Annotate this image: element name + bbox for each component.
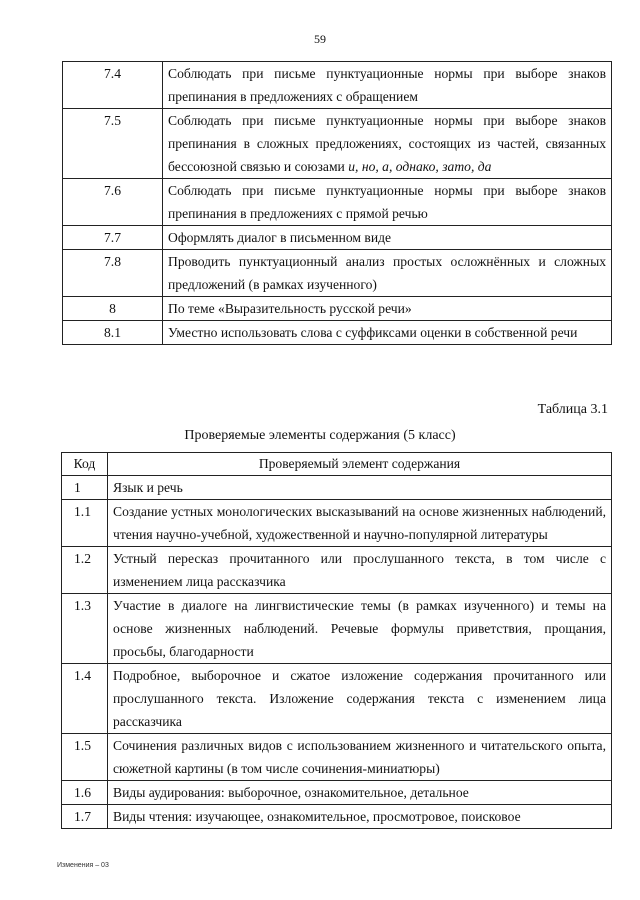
row-text: Участие в диалоге на лингвистические темы (в рамках изученного) и темы на основе жизненных наблюдений. Речевые формулы приветствия, прощания, просьбы, благодарности: [108, 594, 612, 664]
row-code: 1.2: [62, 547, 108, 594]
row-code: 1.3: [62, 594, 108, 664]
row-code: 1.1: [62, 500, 108, 547]
row-text: Сочинения различных видов с использованием жизненного и читательского опыта, сюжетной картины (в том числе сочинения-миниатюры): [108, 734, 612, 781]
header-code: Код: [62, 453, 108, 476]
table-row: [63, 226, 612, 250]
row-text-italic: и, но, а, однако, зато, да: [348, 159, 492, 174]
row-code: 7.8: [63, 250, 163, 297]
row-code: 8.1: [63, 321, 163, 345]
row-code: 7.4: [63, 62, 163, 109]
table-row: [62, 594, 612, 664]
row-code: 1: [62, 476, 108, 500]
continued-requirements-table: [62, 61, 612, 345]
row-code: 1.5: [62, 734, 108, 781]
page-number: 59: [314, 32, 326, 46]
table-header-row: [62, 453, 612, 476]
row-text-main: Соблюдать при письме пунктуационные нормы при выборе знаков препинания в сложных предложениях, состоящих из частей, связанных бессоюзной связью и союзами: [168, 113, 606, 174]
row-text: По теме «Выразительность русской речи»: [163, 297, 612, 321]
table-caption: Таблица 3.1: [537, 402, 608, 417]
table-row: [63, 321, 612, 345]
content-elements-table: [61, 452, 612, 829]
row-text: Язык и речь: [108, 476, 612, 500]
row-text: Устный пересказ прочитанного или прослушанного текста, в том числе с изменением лица рассказчика: [108, 547, 612, 594]
table-row: [62, 500, 612, 547]
row-code: 1.4: [62, 664, 108, 734]
table-row: [62, 664, 612, 734]
row-code: 1.7: [62, 805, 108, 829]
row-text: Проводить пунктуационный анализ простых осложнённых и сложных предложений (в рамках изученного): [163, 250, 612, 297]
table-title: Проверяемые элементы содержания (5 класс): [184, 428, 456, 443]
row-text: [163, 109, 612, 179]
row-text: Соблюдать при письме пунктуационные нормы при выборе знаков препинания в предложениях с обращением: [163, 62, 612, 109]
table-row: [63, 109, 612, 179]
row-text: Создание устных монологических высказываний на основе жизненных наблюдений, чтения научно-учебной, художественной и научно-популярной литературы: [108, 500, 612, 547]
table-row: [63, 62, 612, 109]
header-element: Проверяемый элемент содержания: [108, 453, 612, 476]
row-text: Соблюдать при письме пунктуационные нормы при выборе знаков препинания в предложениях с прямой речью: [163, 179, 612, 226]
revision-footer: Изменения – 03: [57, 862, 109, 869]
table-row: [63, 179, 612, 226]
table-row: [62, 476, 612, 500]
table-row: [62, 734, 612, 781]
table-row: [62, 805, 612, 829]
row-text: Уместно использовать слова с суффиксами оценки в собственной речи: [163, 321, 612, 345]
table-row: [62, 781, 612, 805]
row-text: Виды чтения: изучающее, ознакомительное, просмотровое, поисковое: [108, 805, 612, 829]
table-row: [63, 297, 612, 321]
row-code: 7.6: [63, 179, 163, 226]
row-text: Оформлять диалог в письменном виде: [163, 226, 612, 250]
row-text: Подробное, выборочное и сжатое изложение содержания прочитанного или прослушанного текста. Изложение содержания текста с изменением лица рассказчика: [108, 664, 612, 734]
row-code: 1.6: [62, 781, 108, 805]
row-code: 7.7: [63, 226, 163, 250]
row-text: Виды аудирования: выборочное, ознакомительное, детальное: [108, 781, 612, 805]
row-code: 7.5: [63, 109, 163, 179]
row-code: 8: [63, 297, 163, 321]
table-row: [62, 547, 612, 594]
table-row: [63, 250, 612, 297]
